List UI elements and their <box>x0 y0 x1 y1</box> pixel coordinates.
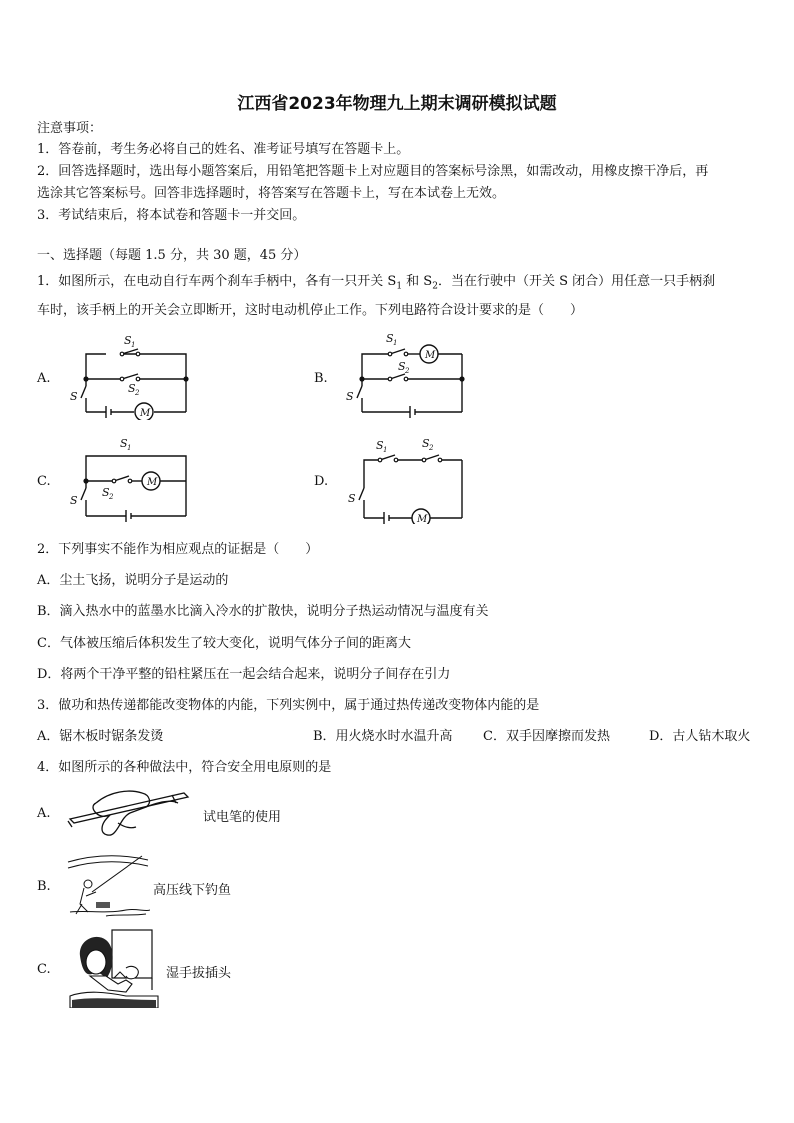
s-label: S <box>346 390 354 403</box>
s2-label: S <box>398 360 406 373</box>
s1-sub: 1 <box>393 339 398 347</box>
q1-stem-line1 <box>37 273 715 296</box>
q3-option-d[interactable]: D．古人钻木取火 <box>649 729 751 744</box>
s2-label: S <box>128 382 136 395</box>
q1-circuit-b <box>338 330 468 420</box>
q4-option-a-letter[interactable]: A. <box>37 806 51 821</box>
s1-sub: 1 <box>383 446 388 454</box>
q3-option-c[interactable]: C．双手因摩擦而发热 <box>483 729 610 744</box>
s1-sub: 1 <box>131 341 136 349</box>
fishing-power-line-illustration <box>66 852 150 922</box>
q2-option-b[interactable]: B．滴入热水中的蓝墨水比滴入冷水的扩散快，说明分子热运动情况与温度有关 <box>37 604 489 619</box>
q4-option-c-caption: 湿手拔插头 <box>166 966 232 981</box>
q1-option-b-letter[interactable]: B. <box>314 371 328 386</box>
q2-stem: 2．下列事实不能作为相应观点的证据是（ ） <box>37 542 319 557</box>
q4-stem: 4．如图所示的各种做法中，符合安全用电原则的是 <box>37 760 332 775</box>
test-pen-illustration <box>66 783 196 839</box>
s-label: S <box>70 494 78 507</box>
q1-option-d-letter[interactable]: D. <box>314 474 329 489</box>
notice-item-2: 2．回答选择题时，选出每小题答案后，用铅笔把答题卡上对应题目的答案标号涂黑，如需改动，用橡皮擦干净后，再 <box>37 164 709 179</box>
notice-item-2-cont: 选涂其它答案标号。回答非选择题时，将答案写在答题卡上，写在本试卷上无效。 <box>37 186 506 201</box>
s1-label: S <box>376 439 384 452</box>
q1-sub-1: 1 <box>396 281 403 292</box>
s-label: S <box>348 492 356 505</box>
q3-option-b[interactable]: B．用火烧水时水温升高 <box>313 729 453 744</box>
s2-label: S <box>422 437 430 450</box>
motor-label: M <box>147 477 158 488</box>
q1-option-c-letter[interactable]: C. <box>37 474 51 489</box>
q2-option-d[interactable]: D．将两个干净平整的铅柱紧压在一起会结合起来，说明分子间存在引力 <box>37 667 451 682</box>
q4-option-a-caption: 试电笔的使用 <box>203 810 282 825</box>
q4-option-b-letter[interactable]: B. <box>37 879 51 894</box>
s2-sub: 2 <box>405 367 410 375</box>
q3-option-a[interactable]: A．锯木板时锯条发烫 <box>37 729 164 744</box>
s1-label: S <box>386 332 394 345</box>
s1-label: S <box>120 437 128 450</box>
wet-hand-plug-illustration <box>66 926 162 1008</box>
s2-sub: 2 <box>135 389 140 397</box>
q1-option-a-letter[interactable]: A. <box>37 371 51 386</box>
q2-option-c[interactable]: C．气体被压缩后体积发生了较大变化，说明气体分子间的距离大 <box>37 636 411 651</box>
q3-stem: 3．做功和热传递都能改变物体的内能，下列实例中，属于通过热传递改变物体内能的是 <box>37 698 540 713</box>
motor-label: M <box>417 514 428 524</box>
s1-sub: 1 <box>127 444 132 452</box>
notice-heading: 注意事项： <box>37 121 103 136</box>
s1-label: S <box>124 334 132 347</box>
s2-label: S <box>102 486 110 499</box>
notice-item-3: 3．考试结束后，将本试卷和答题卡一并交回。 <box>37 208 306 223</box>
page-title: 江西省2023年物理九上期末调研模拟试题 <box>237 94 557 114</box>
q1-stem-line2: 车时，该手柄上的开关会立即断开，这时电动机停止工作。下列电路符合设计要求的是（ ） <box>37 303 584 318</box>
q1-stem-part-c: ．当在行驶中（开关 S 闭合）用任意一只手柄刹 <box>437 274 716 289</box>
q1-circuit-c <box>62 432 192 524</box>
notice-item-1: 1．答卷前，考生务必将自己的姓名、准考证号填写在答题卡上。 <box>37 142 410 157</box>
q4-option-c-letter[interactable]: C. <box>37 962 51 977</box>
s2-sub: 2 <box>429 444 434 452</box>
section-heading: 一、选择题（每题 1.5 分，共 30 题，45 分） <box>37 248 307 263</box>
s-label: S <box>70 390 78 403</box>
motor-label: M <box>425 350 436 361</box>
q1-circuit-d <box>340 432 470 524</box>
motor-label: M <box>140 408 151 419</box>
q1-stem-part-b: 和 S <box>402 274 433 289</box>
s2-sub: 2 <box>109 493 114 501</box>
q1-circuit-a <box>62 330 192 420</box>
q1-sub-2: 2 <box>432 281 438 292</box>
q2-option-a[interactable]: A．尘土飞扬，说明分子是运动的 <box>37 573 229 588</box>
q1-stem-part-a: 1．如图所示，在电动自行车两个刹车手柄中，各有一只开关 S <box>37 274 397 289</box>
q4-option-b-caption: 高压线下钓鱼 <box>153 883 232 898</box>
